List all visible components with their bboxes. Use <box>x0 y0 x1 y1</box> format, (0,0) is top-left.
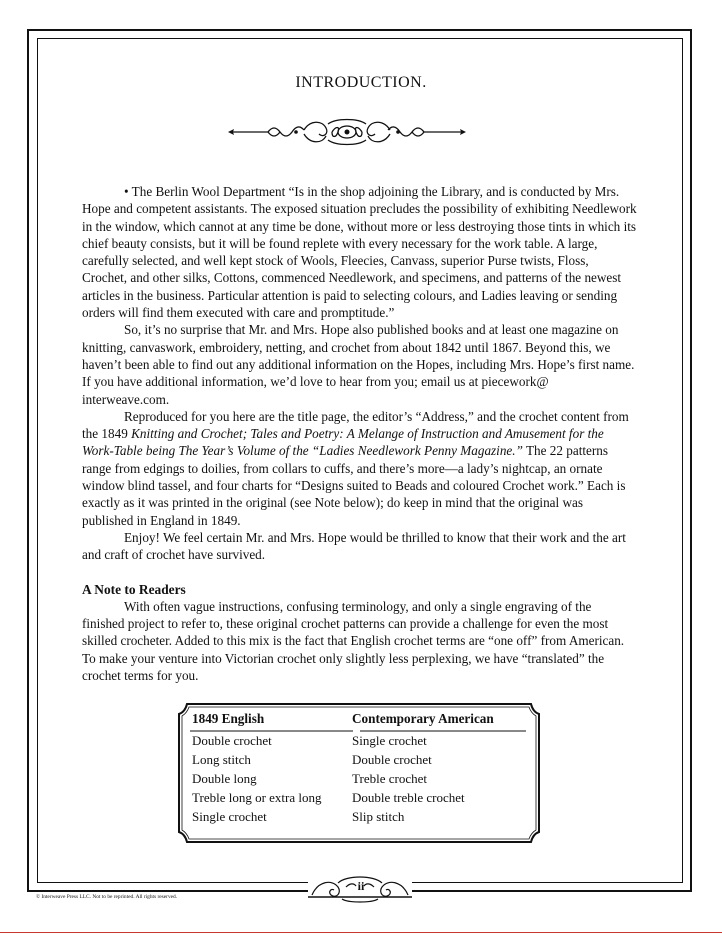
bottom-red-rule <box>0 932 722 933</box>
body-text <box>82 183 637 684</box>
paragraph-hope-publications: So, it’s no surprise that Mr. and Mrs. Hope also published books and at least one magazine on knitting, canvaswork, embroidery, netting, and crochet from about 1842 until 1867. Beyond this, we haven’t been able to find out any additional information on the Hopes, including Mrs. Hope’s first name. If you have additional information, we’d love to hear from you; email us at piecework@ interweave.com. <box>82 322 635 407</box>
book-title-italic: Knitting and Crochet; Tales and Poetry: A Melange of Instruction and Amusement for the Work-Table being The Year’s Volume of the “Ladies Needlework Penny Magazine.” <box>82 426 604 459</box>
english-term: Long stitch <box>192 751 251 767</box>
page-number: ii <box>357 879 365 893</box>
english-term: Double crochet <box>192 732 272 748</box>
paragraph-berlin-wool: • The Berlin Wool Department “Is in the shop adjoining the Library, and is conducted by Mrs. Hope and competent assistants. The exposed situation precludes the possibility of exhibiting Needlework in the window, which cannot at any time be done, without more or less destroying those tints in which its chief beauty consists, but it will be found replete with every necessary for the work table. A large, carefully selected, and well kept stock of Wools, Fleecies, Canvass, superior Purse twists, Floss, Crochet, and other silks, Cottons, commenced Needlework, and specimens, and patterns of the newest articles in the business. Particular attention is paid to selecting colours, and Ladies leaving or sending orders will find them executed with care and promptitude.” <box>82 184 637 321</box>
column-header-english: 1849 English <box>192 711 265 726</box>
english-term: Single crochet <box>192 808 267 824</box>
paragraph-text: The 22 patterns range from edgings to doilies, from collars to cuffs, and there’s more—a lady’s nightcap, an ornate window blind tassel, and four charts for “Designs suited to Beads and coloured Crochet work.” Each is exactly as it was printed in the original (see Note below); do keep in mind that the original was published in England in 1849. <box>82 443 626 528</box>
crochet-terms-box <box>178 703 540 843</box>
crochet-terms-table <box>192 710 532 826</box>
paragraph-enjoy: Enjoy! We feel certain Mr. and Mrs. Hope would be thrilled to know that their work and the art and craft of crochet have survived. <box>82 529 626 563</box>
table-row <box>192 731 532 750</box>
column-header-american: Contemporary American <box>352 711 494 726</box>
american-term: Treble crochet <box>352 770 427 786</box>
american-term: Slip stitch <box>352 808 405 824</box>
table-header-row <box>192 710 532 731</box>
table-row <box>192 807 532 826</box>
table-row <box>192 769 532 788</box>
note-paragraph: With often vague instructions, confusing terminology, and only a single engraving of the finished project to refer to, these original crochet patterns can provide a challenge for even the most skilled crocheter. Added to this mix is the fact that English crochet terms are “one off” from American. To make your venture into Victorian crochet only slightly less perplexing, we have “translated” the crochet terms for you. <box>82 598 625 684</box>
paragraph-text: Reproduced for you here are the title page, the editor’s “Address,” and the crochet content from the 1849 <box>82 408 629 442</box>
english-term: Double long <box>192 770 257 786</box>
page-title: INTRODUCTION. <box>295 74 427 91</box>
table-row <box>192 750 532 769</box>
paragraph-reproduced-content <box>82 408 637 529</box>
copyright-notice: © Interweave Press LLC. Not to be reprinted. All rights reserved. <box>36 894 178 900</box>
table-row <box>192 788 532 807</box>
american-term: Single crochet <box>352 732 427 748</box>
english-term: Treble long or extra long <box>192 789 322 805</box>
american-term: Double crochet <box>352 751 432 767</box>
note-heading: A Note to Readers <box>82 581 186 597</box>
ornamental-flourish-icon <box>228 115 466 149</box>
american-term: Double treble crochet <box>352 789 465 805</box>
